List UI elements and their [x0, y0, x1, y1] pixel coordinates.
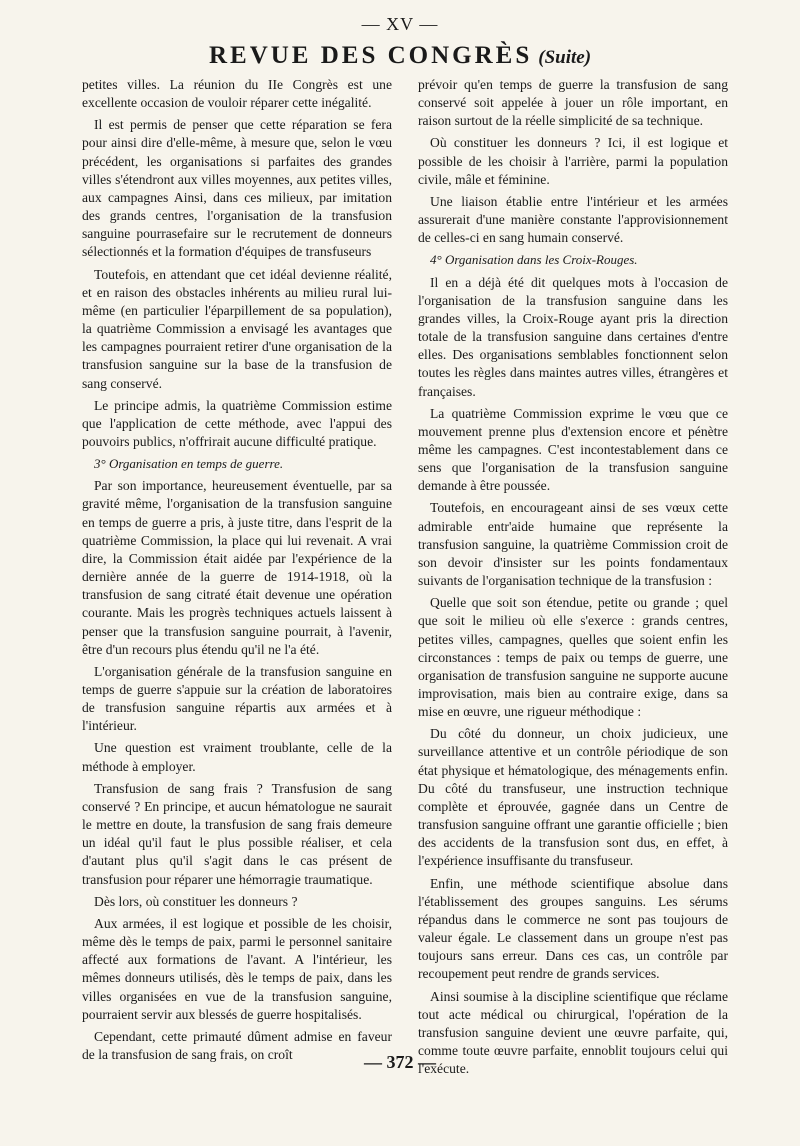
paragraph: Du côté du donneur, un choix judicieux, une surveillance attentive et un contrôle périodique de son état physique et hématologique, des ménagements enfin. Du côté du transfuseur, une instruction technique complète et éprouvée, gagnée dans un Centre de transfusion sanguine offrant une garantie officielle ; bien des accidents de la transfusion sont dus, en effet, à l'expérience insuffisante du transfuseur. — [418, 726, 728, 869]
paragraph: Le principe admis, la quatrième Commission estime que l'application de cette méthode, avec l'appui des pouvoirs publics, n'offrirait aucune difficulté pratique. — [82, 397, 392, 449]
title-suite: (Suite) — [538, 47, 592, 68]
roman-page-number: — XV — — [361, 14, 439, 34]
paragraph: Il en a déjà été dit quelques mots à l'occasion de l'organisation de la transfusion sanguine dans les grandes villes, la Croix-Rouge ayant pris la direction totale de la transfusion sanguine dans certaines d'entre elles. Des organisations semblables fonctionnent selon toutes les règles dans maintes autres villes, étrangères et françaises. — [418, 274, 728, 399]
paragraph: Ainsi soumise à la discipline scientifique que réclame tout acte médical ou chirurgical, l'opération de la transfusion sanguine devient une œuvre parfaite, qui, comme toute œuvre parfaite, ennoblit toujours celui qui l'exécute. — [418, 988, 728, 1077]
paragraph: Quelle que soit son étendue, petite ou grande ; quel que soit le milieu où elle s'exerce : grands centres, petites villes, campagnes, quelles que soient enfin les circonstances : temps de paix ou temps de guerre, une organisation de transfusion sanguine ne supporte aucune improvisation, mais bien au contraire exige, dans sa mise en œuvre, une rigueur méthodique : — [418, 595, 728, 720]
paragraph: Enfin, une méthode scientifique absolue dans l'établissement des groupes sanguins. Les sérums répandus dans le commerce ne sont pas toujours de valeur égale. Le classement dans un groupe n'est pas toujours sans erreur. Dans ces cas, un contrôle par recoupement peut rendre de grands services. — [418, 875, 728, 982]
page-title — [0, 42, 800, 70]
left-column — [82, 76, 392, 1068]
paragraph: Cependant, cette primauté dûment admise en faveur de la transfusion de sang frais, on croît — [82, 1028, 392, 1062]
paragraph: Toutefois, en attendant que cet idéal devienne réalité, et en raison des obstacles inhérents au milieu rural lui-même (en particulier l'éparpillement de sa population), la quatrième Commission a envisagé les avantages que les campagnes pourraient retirer d'une organisation de la transfusion sanguine sur la base de la transfusion de sang conservé. — [82, 266, 392, 391]
page-number: — 372 — — [364, 1052, 436, 1072]
paragraph: Aux armées, il est logique et possible de les choisir, même dès le temps de paix, parmi le personnel sanitaire affecté aux formations de l'avant. A l'intérieur, les mêmes donneurs utilisés, dès le temps de paix, dans les villes organisées en vue de la transfusion sanguine, pourraient servir aux blessés de guerre hospitalisés. — [82, 915, 392, 1022]
paragraph: Dès lors, où constituer les donneurs ? — [94, 893, 298, 909]
section-heading: 4° Organisation dans les Croix-Rouges. — [430, 252, 638, 268]
paragraph: Où constituer les donneurs ? Ici, il est logique et possible de les choisir à l'arrière, parmi la population civile, mâle et féminine. — [418, 135, 728, 187]
paragraph: Toutefois, en encourageant ainsi de ses vœux cette admirable entr'aide humaine que représente la transfusion sanguine, la quatrième Commission croit de son devoir d'insister sur les points fondamentaux suivants de l'organisation technique de la transfusion : — [418, 500, 728, 589]
paragraph: L'organisation générale de la transfusion sanguine en temps de guerre s'appuie sur la création de laboratoires de transfusion sanguine répartis aux armées et à l'intérieur. — [82, 663, 392, 734]
paragraph: Transfusion de sang frais ? Transfusion de sang conservé ? En principe, et aucun hématologue ne saurait le mettre en doute, la transfusion de sang frais demeure un idéal qu'il faut le plus possible réaliser, et cela d'autant plus qu'il s'agit dans le cas présent de transfusion pour réparer une hémorragie traumatique. — [82, 780, 392, 887]
section-heading: 3° Organisation en temps de guerre. — [94, 456, 284, 472]
paragraph: petites villes. La réunion du IIe Congrès est une excellente occasion de vouloir réparer cette inégalité. — [82, 77, 392, 111]
paragraph: Il est permis de penser que cette réparation se fera pour ainsi dire d'elle-même, à mesure que, selon le vœu précédent, les organisations si parfaites des grandes villes s'étendront aux villes moyennes, aux petites villes, aux campagnes Ainsi, dans ces milieux, par imitation des grands centres, l'organisation de la transfusion sanguine pourrasefaire sur le recrutement de donneurs sélectionnés et la formation d'équipes de transfuseurs — [82, 117, 392, 260]
title-text: REVUE DES CONGRÈS — [208, 42, 533, 69]
right-column — [418, 76, 728, 1082]
paragraph: prévoir qu'en temps de guerre la transfusion de sang conservé soit appelée à jouer un rôle important, en raison surtout de la réelle simplicité de sa technique. — [418, 77, 728, 129]
paragraph: Une liaison établie entre l'intérieur et les armées assurerait d'une manière constante l'approvisionnement de celles-ci en sang humain conservé. — [418, 193, 728, 246]
paragraph: La quatrième Commission exprime le vœu que ce mouvement prenne plus d'extension encore et pénètre même les campagnes. C'est incontestablement dans ce sens que l'organisation de la transfusion sanguine demande à être poussée. — [418, 405, 728, 494]
paragraph: Une question est vraiment troublante, celle de la méthode à employer. — [82, 740, 392, 774]
paragraph: Par son importance, heureusement éventuelle, par sa gravité même, l'organisation de la transfusion sanguine en temps de guerre a pris, à juste titre, dans l'esprit de la quatrième Commission, la place qui lui revenait. A vrai dire, la Commission était aidée par l'expérience de la dernière année de la guerre de 1914-1918, où la transfusion de sang citraté était devenue une opération courante. Mais les progrès techniques actuels laissent à penser que la transfusion sanguine pourrait, à l'avenir, être d'un recours plus étendu qu'il ne l'a été. — [82, 478, 392, 657]
